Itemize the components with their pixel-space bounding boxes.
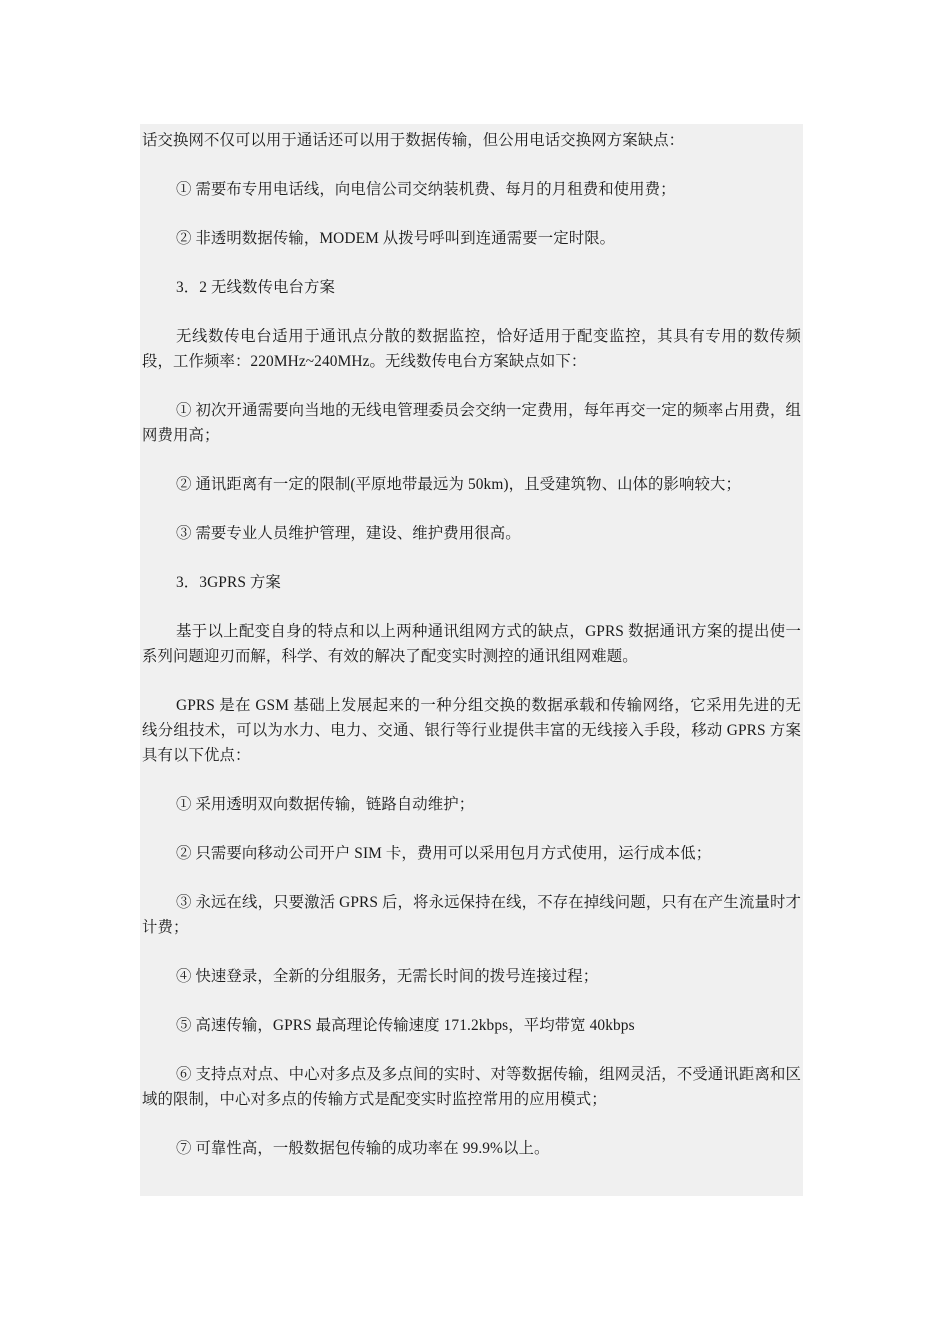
paragraph-11: ① 采用透明双向数据传输，链路自动维护； xyxy=(176,796,475,813)
paragraph-12: ② 只需要向移动公司开户 SIM 卡，费用可以采用包月方式使用，运行成本低； xyxy=(176,845,712,862)
paragraph-13: ③ 永远在线，只要激活 GPRS 后，将永远保持在线，不存在掉线问题，只有在产生流量时才计费； xyxy=(142,894,801,936)
paragraph-4: 无线数传电台适用于通讯点分散的数据监控，恰好适用于配变监控，其具有专用的数传频段，工作频率：220MHz~240MHz。无线数传电台方案缺点如下： xyxy=(142,328,801,370)
paragraph-5: ① 初次开通需要向当地的无线电管理委员会交纳一定费用，每年再交一定的频率占用费，组网费用高； xyxy=(142,402,801,444)
paragraph-1: ① 需要布专用电话线，向电信公司交纳装机费、每月的月租费和使用费； xyxy=(176,181,676,198)
paragraph-10: GPRS 是在 GSM 基础上发展起来的一种分组交换的数据承载和传输网络，它采用先进的无线分组技术，可以为水力、电力、交通、银行等行业提供丰富的无线接入手段，移动 GPRS 方案具有以下优点： xyxy=(142,697,801,764)
paragraph-9: 基于以上配变自身的特点和以上两种通讯组网方式的缺点，GPRS 数据通讯方案的提出使一系列问题迎刃而解，科学、有效的解决了配变实时测控的通讯组网难题。 xyxy=(142,623,801,665)
section-heading-3-3: 3．3GPRS 方案 xyxy=(176,574,281,591)
document-text-panel xyxy=(140,124,803,1196)
paragraph-14: ④ 快速登录，全新的分组服务，无需长时间的拨号连接过程； xyxy=(176,968,599,985)
paragraph-2: ② 非透明数据传输，MODEM 从拨号呼叫到连通需要一定时限。 xyxy=(176,230,616,247)
paragraph-16: ⑥ 支持点对点、中心对多点及多点间的实时、对等数据传输，组网灵活，不受通讯距离和区域的限制，中心对多点的传输方式是配变实时监控常用的应用模式； xyxy=(142,1066,801,1108)
paragraph-0: 话交换网不仅可以用于通话还可以用于数据传输，但公用电话交换网方案缺点： xyxy=(142,132,685,149)
paragraph-6: ② 通讯距离有一定的限制(平原地带最远为 50km)，且受建筑物、山体的影响较大； xyxy=(176,476,741,493)
paragraph-17: ⑦ 可靠性高，一般数据包传输的成功率在 99.9%以上。 xyxy=(176,1140,550,1157)
paragraph-15: ⑤ 高速传输，GPRS 最高理论传输速度 171.2kbps，平均带宽 40kbps xyxy=(176,1017,635,1034)
section-heading-3-2: 3．2 无线数传电台方案 xyxy=(176,279,335,296)
paragraph-7: ③ 需要专业人员维护管理，建设、维护费用很高。 xyxy=(176,525,521,542)
